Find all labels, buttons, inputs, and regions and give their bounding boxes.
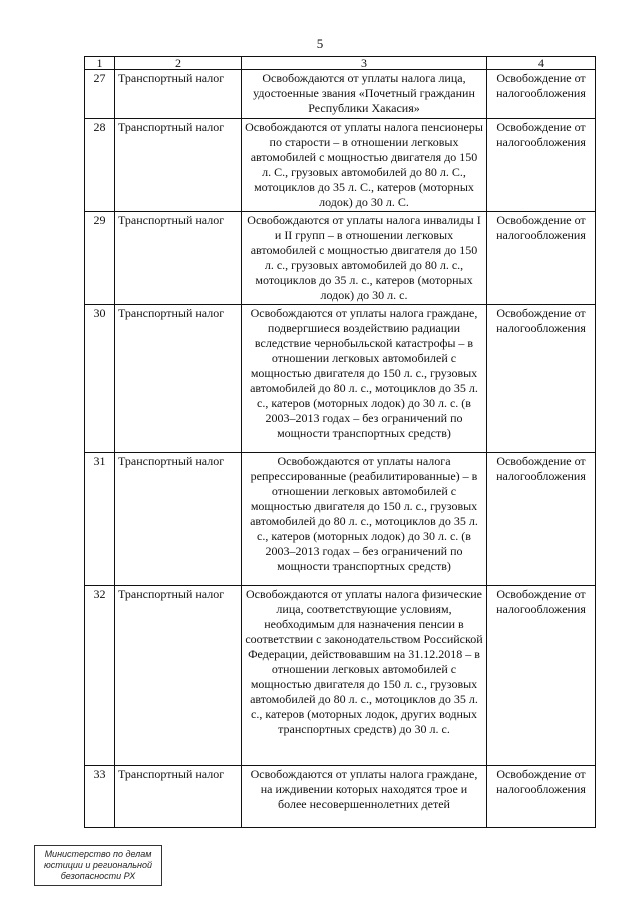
column-header-1: 1	[85, 57, 115, 70]
benefit-description: Освобождаются от уплаты налога лица, удостоенные звания «Почетный гражданин Республики Хакасия»	[242, 70, 487, 119]
page-number: 5	[316, 36, 324, 51]
table-row	[85, 212, 596, 305]
tax-name: Транспортный налог	[115, 212, 242, 305]
header-row	[85, 57, 596, 70]
table-row	[85, 70, 596, 119]
benefits-table	[84, 56, 596, 828]
table-row	[85, 119, 596, 212]
tax-name: Транспортный налог	[115, 119, 242, 212]
benefit-type: Освобождение от налогообложения	[487, 119, 596, 212]
ministry-stamp	[34, 845, 162, 886]
benefit-type: Освобождение от налогообложения	[487, 70, 596, 119]
column-header-2: 2	[115, 57, 242, 70]
table-header	[85, 57, 596, 70]
row-number: 29	[85, 212, 115, 305]
stamp-line: юстиции и региональной	[43, 860, 153, 870]
row-number: 32	[85, 586, 115, 766]
benefit-type: Освобождение от налогообложения	[487, 305, 596, 453]
tax-name: Транспортный налог	[115, 586, 242, 766]
table-row	[85, 586, 596, 766]
row-number: 31	[85, 453, 115, 586]
tax-name: Транспортный налог	[115, 766, 242, 828]
tax-name: Транспортный налог	[115, 70, 242, 119]
stamp-line: безопасности РХ	[60, 871, 136, 881]
table-row	[85, 305, 596, 453]
benefit-description: Освобождаются от уплаты налога пенсионеры по старости – в отношении легковых автомобилей с мощностью двигателя до 150 л. С., грузовых автомобилей до 80 л. С., мотоциклов до 35 л. С., катеров (моторных лодок) до 30 л. С.	[242, 119, 487, 212]
tax-name: Транспортный налог	[115, 453, 242, 586]
benefit-type: Освобождение от налогообложения	[487, 766, 596, 828]
tax-name: Транспортный налог	[115, 305, 242, 453]
benefit-description: Освобождаются от уплаты налога репрессированные (реабилитированные) – в отношении легковых автомобилей с мощностью двигателя до 150 л. с., грузовых автомобилей до 80 л. с., мотоциклов до 35 л. с., катеров (моторных лодок) до 30 л. с. (в 2003–2013 годах – без ограничений по мощности транспортных средств)	[242, 453, 487, 586]
table-row	[85, 453, 596, 586]
benefit-description: Освобождаются от уплаты налога граждане, подвергшиеся воздействию радиации вследствие чернобыльской катастрофы – в отношении легковых автомобилей с мощностью двигателя до 150 л. с., грузовых автомобилей до 80 л. с., мотоциклов до 35 л. с., катеров (моторных лодок) до 30 л. с. (в 2003–2013 годах – без ограничений по мощности транспортных средств)	[242, 305, 487, 453]
row-number: 30	[85, 305, 115, 453]
column-header-4: 4	[487, 57, 596, 70]
benefit-type: Освобождение от налогообложения	[487, 586, 596, 766]
benefit-description: Освобождаются от уплаты налога физические лица, соответствующие условиям, необходимым для назначения пенсии в соответствии с законодательством Российской Федерации, действовавшим на 31.12.2018 – в отношении легковых автомобилей с мощностью двигателя до 150 л. с., грузовых автомобилей до 80 л. с., мотоциклов до 35 л. с., катеров (моторных лодок, других водных транспортных средств) до 30 л. с.	[242, 586, 487, 766]
row-number: 28	[85, 119, 115, 212]
row-number: 27	[85, 70, 115, 119]
column-header-3: 3	[242, 57, 487, 70]
benefit-type: Освобождение от налогообложения	[487, 453, 596, 586]
stamp-line: Министерство по делам	[44, 849, 152, 859]
table-row	[85, 766, 596, 828]
table-body	[85, 70, 596, 828]
benefit-type: Освобождение от налогообложения	[487, 212, 596, 305]
row-number: 33	[85, 766, 115, 828]
benefit-description: Освобождаются от уплаты налога граждане, на иждивении которых находятся трое и более несовершеннолетних детей	[242, 766, 487, 828]
benefit-description: Освобождаются от уплаты налога инвалиды I и II групп – в отношении легковых автомобилей с мощностью двигателя до 150 л. с., грузовых автомобилей до 80 л. с., мотоциклов до 35 л. с., катеров (моторных лодок) до 30 л. с.	[242, 212, 487, 305]
